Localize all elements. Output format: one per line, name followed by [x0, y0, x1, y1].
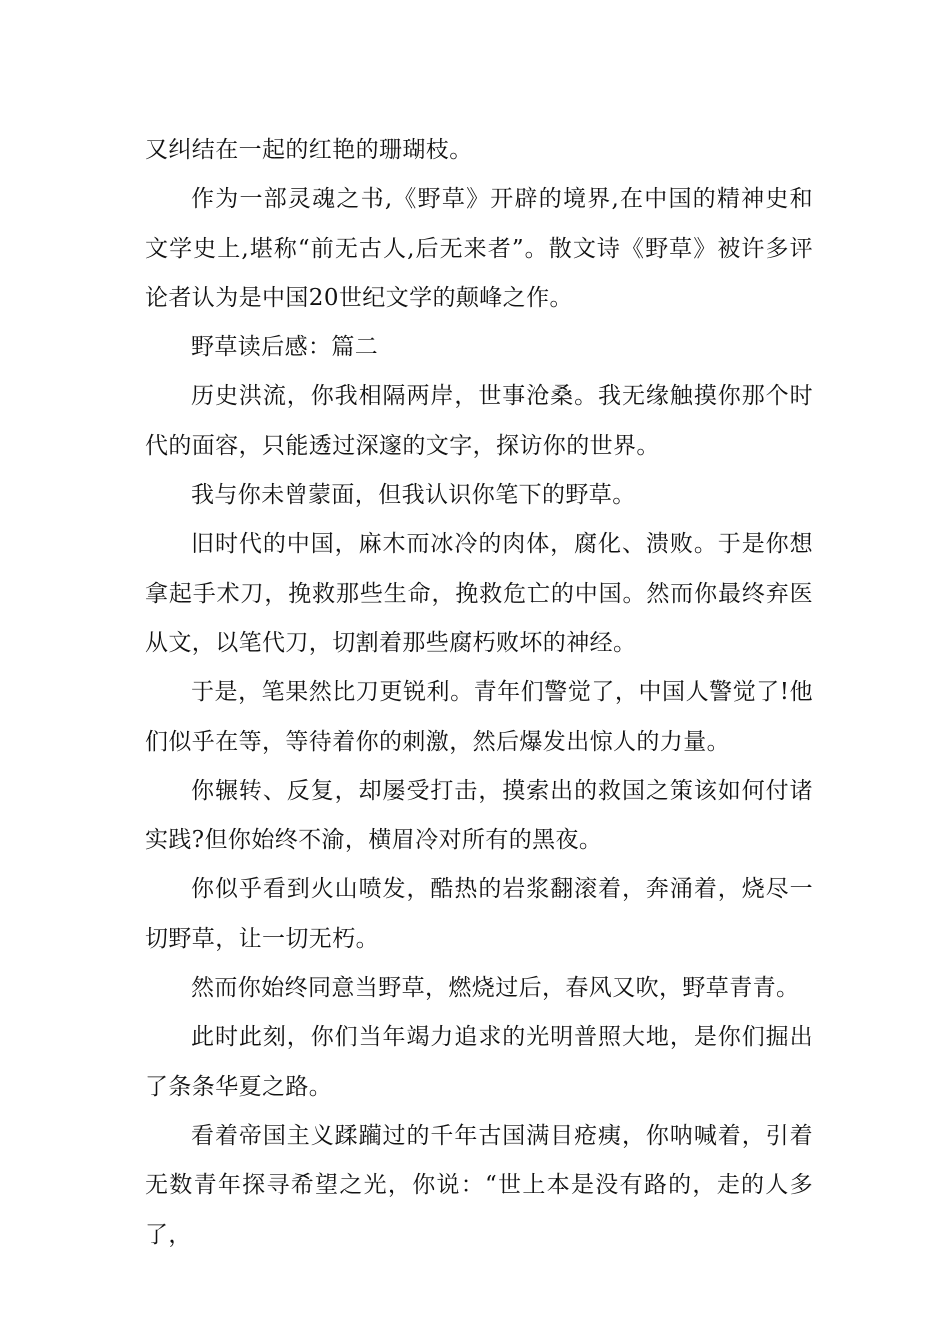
paragraph-6: 旧时代的中国，麻木而冰冷的肉体，腐化、溃败。于是你想拿起手术刀，挽救那些生命，挽救危亡的中国。然而你最终弃医从文，以笔代刀，切割着那些腐朽败坏的神经。 — [145, 531, 813, 656]
paragraph-1: 又纠结在一起的红艳的珊瑚枝。 — [145, 137, 473, 163]
paragraph-8: 你辗转、反复，却屡受打击，摸索出的救国之策该如何付诸实践?但你始终不渝，横眉冷对所有的黑夜。 — [145, 777, 813, 854]
section-heading: 野草读后感：篇二 — [191, 334, 379, 361]
paragraph-10: 然而你始终同意当野草，燃烧过后，春风又吹，野草青青。 — [191, 975, 800, 1002]
paragraph-2: 作为一部灵魂之书,《野草》开辟的境界,在中国的精神史和文学史上,堪称“前无古人,后无来者”。散文诗《野草》被许多评论者认为是中国20世纪文学的颠峰之作。 — [145, 186, 813, 311]
paragraph-11: 此时此刻，你们当年竭力追求的光明普照大地，是你们掘出了条条华夏之路。 — [145, 1024, 813, 1100]
paragraph-7: 于是，笔果然比刀更锐利。青年们警觉了，中国人警觉了!他们似乎在等，等待着你的刺激，然后爆发出惊人的力量。 — [145, 679, 813, 755]
paragraph-9: 你似乎看到火山喷发，酷热的岩浆翻滚着，奔涌着，烧尽一切野草，让一切无朽。 — [145, 876, 813, 952]
paragraph-5: 我与你未曾蒙面，但我认识你笔下的野草。 — [191, 482, 636, 509]
paragraph-4: 历史洪流，你我相隔两岸，世事沧桑。我无缘触摸你那个时代的面容，只能透过深邃的文字，探访你的世界。 — [145, 383, 813, 459]
document-body — [145, 126, 813, 1260]
paragraph-12: 看着帝国主义蹂躏过的千年古国满目疮痍，你呐喊着，引着无数青年探寻希望之光，你说：“世上本是没有路的，走的人多了， — [145, 1122, 813, 1248]
